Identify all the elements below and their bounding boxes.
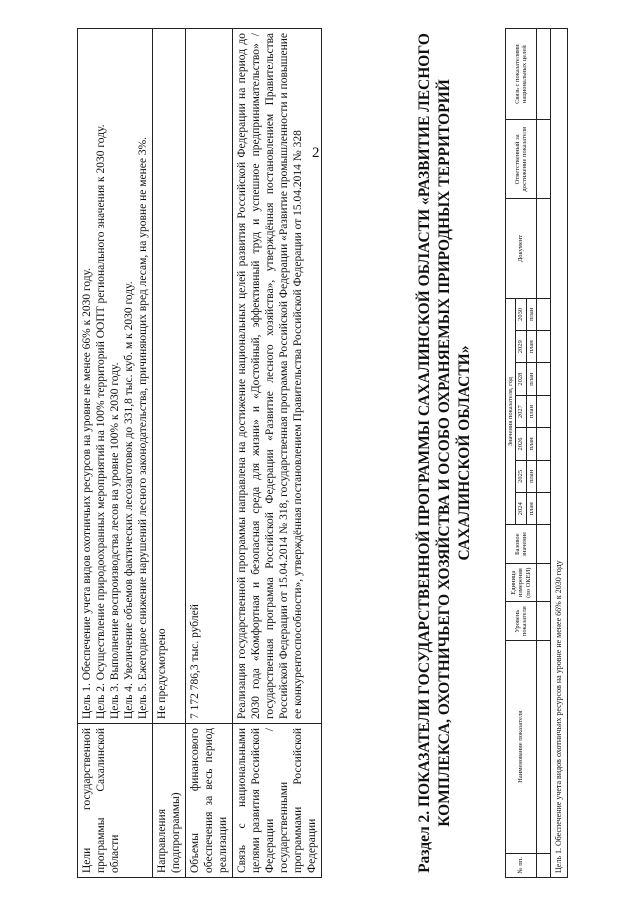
year-2026: 2026: [516, 428, 526, 460]
goal-3: Цель 3. Выполнение воспроизводства лесов на уровне 100% к 2030 году.: [109, 362, 122, 719]
col-num-cell: [537, 428, 551, 460]
plan-2025: план: [526, 460, 536, 492]
passport-value-directions: Не предусмотрено: [153, 29, 186, 724]
plan-2030: план: [526, 298, 536, 330]
col-num-cell: [537, 640, 551, 853]
year-2025: 2025: [516, 460, 526, 492]
plan-2024: план: [526, 493, 536, 525]
plan-2029: план: [526, 331, 536, 363]
col-header-link: Связь с показателями национальных целей: [506, 29, 537, 120]
col-num-cell: [537, 460, 551, 492]
passport-row-national-goals: [233, 29, 322, 878]
passport-row-directions: [153, 29, 186, 878]
goal-1-row: [551, 29, 567, 878]
passport-label-national-goals: Связь с национальными целями развития Российской Федерации / государственными программами Российской Федерации: [233, 724, 322, 878]
goal-4: Цель 4. Увеличение объемов фактических лесозаготовок до 331,8 тыс. куб. м к 2030 году.: [123, 281, 136, 719]
passport-value-financing: 7 172 786,3 тыс. рублей: [186, 29, 233, 724]
col-num-cell: [537, 298, 551, 330]
col-header-values-group: Значения показателя, год: [506, 298, 516, 525]
passport-row-goals: [78, 29, 153, 878]
col-num-cell: [537, 853, 551, 877]
col-header-unit: Единица измерения (по ОКЕИ): [506, 563, 537, 601]
rotated-landscape-content: [77, 28, 637, 878]
plan-2027: план: [526, 395, 536, 427]
passport-label-directions: Направления (подпрограммы): [153, 724, 186, 878]
goal-1: Цель 1. Обеспечение учета видов охотничьих ресурсов на уровне не менее 66% к 2030 году.: [81, 267, 93, 719]
year-2029: 2029: [516, 331, 526, 363]
goal-1-row-text: Цель 1. Обеспечение учета видов охотничьих ресурсов на уровне не менее 66% к 2030 году: [551, 29, 567, 878]
year-2024: 2024: [516, 493, 526, 525]
col-num-cell: [537, 563, 551, 601]
passport-table: [77, 28, 322, 878]
col-num-cell: [537, 363, 551, 395]
goal-2: Цель 2. Осуществление природоохранных мероприятий на 100% территорий ООПТ регионального значения к 2030 году.: [95, 124, 108, 719]
col-num-cell: [537, 331, 551, 363]
col-num-cell: [537, 199, 551, 298]
passport-label-financing: Объемы финансового обеспечения за весь период реализации: [186, 724, 233, 878]
section-title: Раздел 2. ПОКАЗАТЕЛИ ГОСУДАРСТВЕННОЙ ПРОГРАММЫ САХАЛИНСКОЙ ОБЛАСТИ «РАЗВИТИЕ ЛЕСНОГО КОМПЛЕКСА, ОХОТНИЧЬЕГО ХОЗЯЙСТВА И ОСОБО ОХРАНЯЕМЫХ ПРИРОДНЫХ ТЕРРИТОРИЙ САХАЛИНСКОЙ ОБЛАСТИ»: [416, 33, 474, 873]
indicators-table: [505, 28, 568, 878]
col-header-responsible: Ответственный за достижение показателя: [506, 120, 537, 199]
passport-value-goals: [78, 29, 153, 724]
col-header-document: Документ: [506, 199, 537, 298]
header-row-numbers: [537, 29, 551, 878]
year-2027: 2027: [516, 395, 526, 427]
plan-2026: план: [526, 428, 536, 460]
col-header-name: Наименование показателя: [506, 640, 537, 853]
year-2028: 2028: [516, 363, 526, 395]
col-num-cell: [537, 602, 551, 640]
col-num-cell: [537, 493, 551, 525]
col-num-cell: [537, 395, 551, 427]
col-header-level: Уровень показателя: [506, 602, 537, 640]
col-header-base: Базовое значение: [506, 525, 537, 563]
page-number: 2: [312, 145, 320, 161]
goal-5: Цель 5. Ежегодное снижение нарушений лесного законодательства, причиняющих вред лесам, на уровне не менее 3%.: [137, 136, 150, 719]
col-num-cell: [537, 29, 551, 120]
passport-row-financing: [186, 29, 233, 878]
passport-label-goals: Цели государственной программы Сахалинской области: [78, 724, 153, 878]
col-num-cell: [537, 525, 551, 563]
col-num-cell: [537, 120, 551, 199]
year-2030: 2030: [516, 298, 526, 330]
header-row-1: [506, 29, 516, 878]
col-header-num: № пп.: [506, 853, 537, 877]
passport-value-national-goals: Реализация государственной программы направлена на достижение национальных целей развития Российской Федерации на период до 2030 года «Комфортная и безопасная среда для жизни» и «Достойный, эффективный труд и успешное предпринимательство» / государственная программа Российской Федерации «Развитие лесного хозяйства», утверждённая постановлением Правительства Российской Федерации от 15.04.2014 № 318, государственная программа Российской Федерации «Развитие промышленности и повышение ее конкурентоспособности», утверждённая постановлением Правительства Российской Федерации от 15.04.2014 № 328: [233, 29, 322, 724]
plan-2028: план: [526, 363, 536, 395]
